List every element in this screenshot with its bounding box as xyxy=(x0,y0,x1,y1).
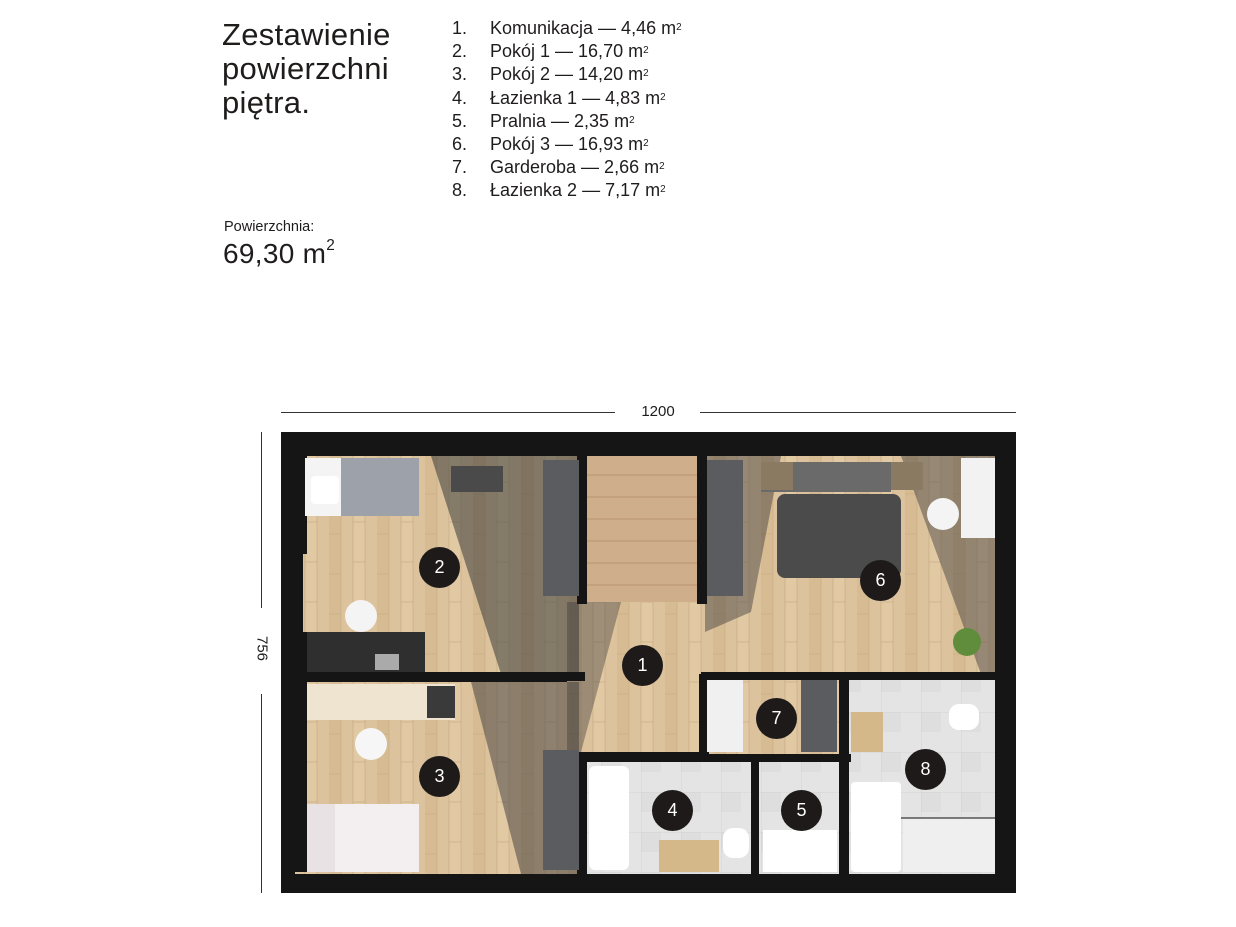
dimension-line-vertical xyxy=(261,694,262,893)
unit-exponent: 2 xyxy=(326,237,336,254)
unit-exponent: 2 xyxy=(643,45,649,57)
title-line: powierzchni xyxy=(222,51,389,86)
unit-exponent: 2 xyxy=(659,161,665,173)
room-marker: 7 xyxy=(756,698,797,739)
title-line: piętra. xyxy=(222,85,311,120)
list-item xyxy=(452,156,682,179)
room-area-list xyxy=(452,17,682,203)
room-label: Pralnia — 2,35 m xyxy=(490,110,630,131)
room-number: 6. xyxy=(452,134,468,155)
unit-exponent: 2 xyxy=(660,91,666,103)
list-item xyxy=(452,40,682,63)
area-label: Powierzchnia: xyxy=(224,219,315,235)
unit-exponent: 2 xyxy=(660,184,666,196)
unit-exponent: 2 xyxy=(629,114,635,126)
list-item xyxy=(452,133,682,156)
room-label: Garderoba — 2,66 m xyxy=(490,157,660,178)
room-number: 7. xyxy=(452,157,468,178)
floor-plan xyxy=(281,432,1016,893)
room-label: Łazienka 2 — 7,17 m xyxy=(490,180,661,201)
room-number: 5. xyxy=(452,110,468,131)
room-marker: 6 xyxy=(860,560,901,601)
area-value xyxy=(223,238,335,270)
list-item xyxy=(452,110,682,133)
dimension-height-label: 756 xyxy=(253,635,271,662)
title-line: Zestawienie xyxy=(222,17,391,52)
dimension-line-horizontal xyxy=(281,412,615,413)
list-item xyxy=(452,179,682,202)
list-item xyxy=(452,63,682,86)
room-marker: 3 xyxy=(419,756,460,797)
unit-exponent: 2 xyxy=(643,68,649,80)
unit-exponent: 2 xyxy=(676,22,682,33)
list-item xyxy=(452,87,682,110)
room-label: Pokój 3 — 16,93 m xyxy=(490,134,644,155)
room-number: 4. xyxy=(452,87,468,108)
room-number: 8. xyxy=(452,180,468,201)
room-label: Pokój 1 — 16,70 m xyxy=(490,41,644,62)
room-label: Komunikacja — 4,46 m xyxy=(490,18,677,38)
room-number: 2. xyxy=(452,41,468,62)
dimension-line-horizontal xyxy=(700,412,1016,413)
room-number: 3. xyxy=(452,64,468,85)
dimension-width-label: 1200 xyxy=(641,403,675,420)
room-number: 1. xyxy=(452,18,468,38)
room-marker: 8 xyxy=(905,749,946,790)
room-marker: 2 xyxy=(419,547,460,588)
dimension-line-vertical xyxy=(261,432,262,608)
area-number: 69,30 m xyxy=(223,238,327,269)
room-marker: 1 xyxy=(622,645,663,686)
page-title xyxy=(222,18,442,120)
room-marker: 5 xyxy=(781,790,822,831)
room-label: Pokój 2 — 14,20 m xyxy=(490,64,644,85)
unit-exponent: 2 xyxy=(643,138,649,150)
room-label: Łazienka 1 — 4,83 m xyxy=(490,87,661,108)
room-marker: 4 xyxy=(652,790,693,831)
list-item xyxy=(452,17,682,40)
